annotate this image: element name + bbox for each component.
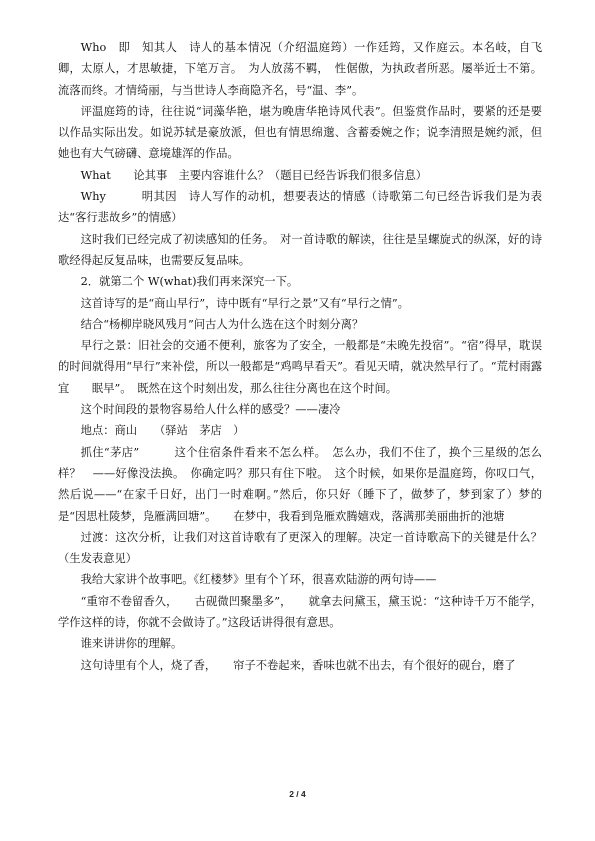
paragraph-style-comment: 评温庭筠的诗，往往说“词藻华艳，堪为晚唐华艳诗风代表”。但鉴赏作品时，要紧的还是要以作品实际出发。如说苏轼是豪放派，但也有情思绵邈、含蓄委婉之作；说李清照是婉约派，但她也有大气磅礴、意境雄浑的作品。	[58, 104, 542, 161]
paragraph-prompt: 谁来讲讲你的理解。	[80, 637, 183, 651]
paragraph-poem-quote: “重帘不卷留香久， 古砚微凹聚墨多”， 就拿去问黛玉，黛玉说：“这种诗千万不能学，学作这样的诗，你就不会做诗了。”这段话讲得很有意思。	[58, 594, 542, 630]
paragraph-transition: 过渡：这次分析，让我们对这首诗歌有了更深入的理解。决定一首诗歌高下的关键是什么？（生发表意见）	[58, 530, 542, 566]
paragraph-location: 地点：商山 （驿站 茅店 ）	[80, 424, 245, 438]
paragraph-what: What 论其事 主要内容谁什么？（题目已经告诉我们很多信息）	[80, 168, 428, 182]
paragraph-section-2: 2．就第二个 W(what)我们再来深究一下。	[80, 275, 299, 289]
paragraph-author-intro: Who 即 知其人 诗人的基本情况（介绍温庭筠）一作廷筠，又作庭云。本名岐，自飞卿，太原人，才思敏捷，下笔万言。 为人放荡不羁， 性倨傲，为执政者所恶。屡举近士不第。流落而终。才情绮丽，与当世诗人李商隐齐名，号“温、李”。	[58, 41, 542, 97]
paragraph-feeling: 这个时间段的景物容易给人什么样的感受？——凄冷	[80, 403, 341, 417]
page-number: 2 / 4	[289, 789, 306, 799]
paragraph-story: 我给大家讲个故事吧。《红楼梦》里有个丫环，很喜欢陆游的两句诗——	[80, 573, 437, 587]
paragraph-topic: 这首诗写的是“商山早行”，诗中既有“早行之景”又有“早行之情”。	[80, 296, 409, 310]
paragraph-question: 结合“杨柳岸晓风残月”问古人为什么选在这个时刻分离？	[80, 317, 364, 331]
paragraph-first-reading: 这时我们已经完成了初读感知的任务。 对一首诗歌的解读，往往是呈螺旋式的纵深，好的诗歌经得起反复品味，也需要反复品味。	[58, 232, 542, 267]
document-body	[58, 37, 542, 676]
paragraph-inn: 抓住“茅店” 这个住宿条件看来不怎么样。 怎么办，我们不住了，换个三星级的怎么样？ ——好像没法换。 你确定吗？那只有住下啦。 这个时候，如果你是温庭筠，你叹口气，然后说——“在家千日好，出门一时难啊。”然后，你只好（睡下了，做梦了，梦到家了）梦的是“因思杜陵梦，凫雁满回塘”。 在梦中，我看到凫雁欢腾嬉戏，落满那美丽曲折的池塘	[58, 445, 542, 523]
paragraph-why: Why 明其因 诗人写作的动机，想要表达的情感（诗歌第二句已经告诉我们是为表达“客行悲故乡”的情感）	[58, 190, 542, 225]
paragraph-morning-scene: 早行之景：旧社会的交通不便利，旅客为了安全，一般都是“未晚先投宿”。“宿”得早，耽误的时间就得用“早行”来补偿，所以一般都是“鸡鸣早看天”。看见天晴，就决然早行了。“荒村雨露宜 眠早”。 既然在这个时刻出发，那么往往分离也在这个时间。	[58, 339, 542, 395]
paragraph-explanation: 这句诗里有个人，烧了香， 帘子不卷起来，香味也就不出去，有个很好的砚台，磨了	[80, 658, 516, 672]
